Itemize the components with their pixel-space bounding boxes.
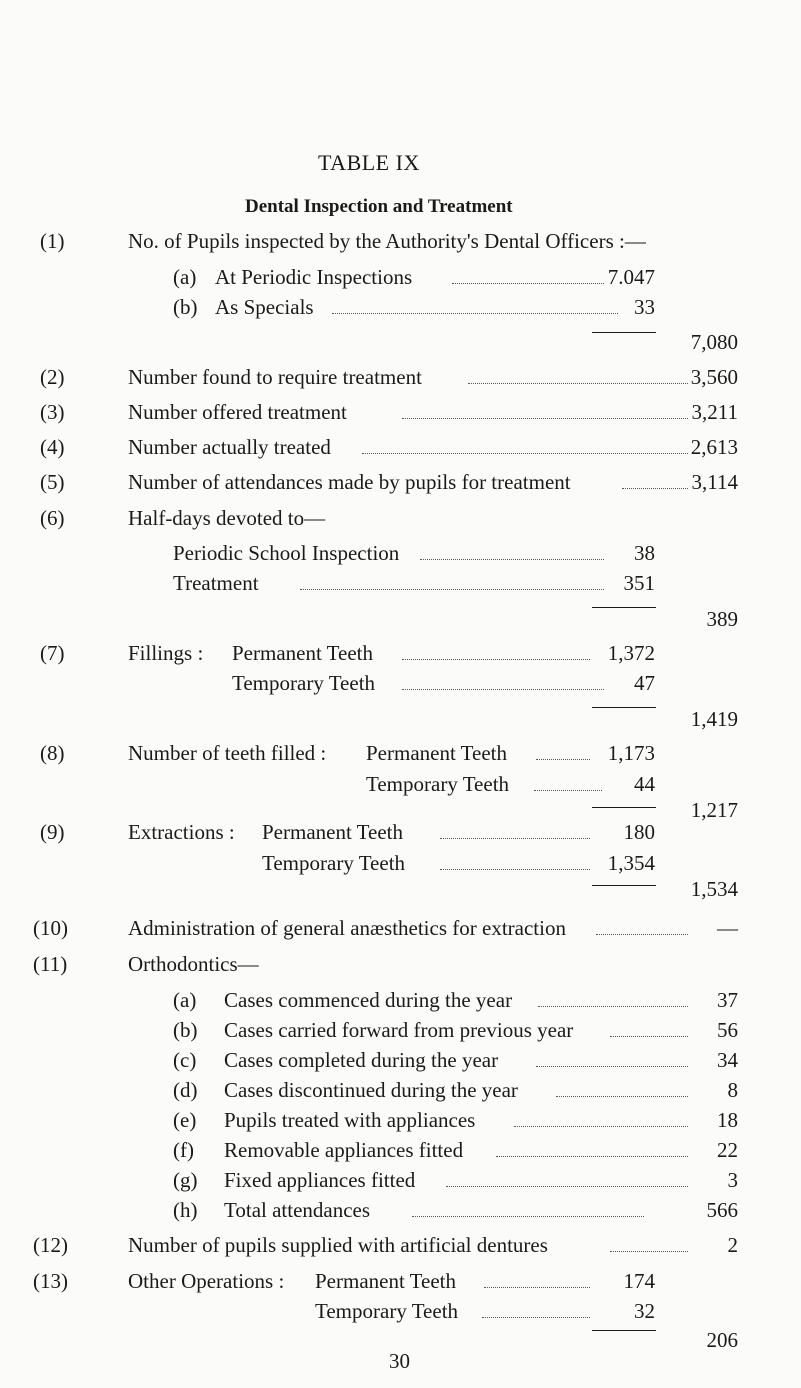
row-value: 1,173 [607,741,655,765]
row-number: (3) [40,400,65,424]
row-value: 32 [634,1299,655,1323]
row-label: No. of Pupils inspected by the Authority's Dental Officers :— [128,229,646,253]
row-number: (8) [40,741,65,765]
row-total: 566 [706,1198,738,1222]
row-label: Removable appliances fitted [224,1138,464,1162]
row-total: 8 [727,1078,738,1102]
row-label: Cases commenced during the year [224,988,513,1012]
row-number: (2) [40,365,65,389]
subtotal-rule [592,332,656,333]
row-number: (12) [33,1233,68,1257]
row-number: (13) [33,1269,68,1293]
row-label: Cases discontinued during the year [224,1078,518,1102]
row-number: (11) [33,952,68,976]
leader-dots [402,689,604,690]
row-label: Number actually treated [128,435,331,459]
row-label: Number of attendances made by pupils for treatment [128,470,571,494]
row-label: Number offered treatment [128,400,347,424]
row-label: As Specials [215,295,314,319]
row-number: (7) [40,641,65,665]
row-total: 37 [717,988,738,1012]
row-label: Fixed appliances fitted [224,1168,416,1192]
row-value: 174 [623,1269,655,1293]
page-number: 30 [389,1349,410,1373]
row-label: Cases completed during the year [224,1048,499,1072]
leader-dots [440,838,590,839]
subtotal-rule [592,707,656,708]
row-total: 3 [727,1168,738,1192]
row-number: (5) [40,470,65,494]
leader-dots [412,1216,644,1217]
row-label: Periodic School Inspection [173,541,400,565]
sub-letter: (d) [173,1078,198,1102]
sub-letter: (b) [173,1018,198,1042]
row-sublabel: Temporary Teeth [315,1299,459,1323]
row-value: 7.047 [607,265,655,289]
row-sublabel: Permanent Teeth [366,741,508,765]
row-label: Pupils treated with appliances [224,1108,476,1132]
row-label: Number found to require treatment [128,365,422,389]
sub-letter: (a) [173,265,197,289]
row-number: (9) [40,820,65,844]
row-sublabel: Permanent Teeth [262,820,404,844]
row-value: 33 [634,295,655,319]
table-title: TABLE IX [318,150,420,175]
row-label: Half-days devoted to— [128,506,326,530]
leader-dots [440,869,590,870]
row-label: Administration of general anæsthetics for extraction [128,916,566,940]
row-label: Number of teeth filled : [128,741,327,765]
sub-letter: (a) [173,988,197,1012]
leader-dots [402,418,688,419]
leader-dots [300,589,604,590]
row-sublabel: Temporary Teeth [232,671,376,695]
row-total: 7,080 [690,330,738,354]
leader-dots [402,659,590,660]
sub-letter: (b) [173,295,198,319]
row-total: 2,613 [690,435,738,459]
sub-letter: (g) [173,1168,198,1192]
row-value: 44 [634,772,655,796]
row-total: 3,560 [690,365,738,389]
sub-letter: (c) [173,1048,197,1072]
subtotal-rule [592,607,656,608]
row-label: Orthodontics— [128,952,259,976]
row-number: (1) [40,229,65,253]
row-total: 56 [717,1018,738,1042]
row-number: (4) [40,435,65,459]
row-sublabel: Permanent Teeth [315,1269,457,1293]
row-total: 3,211 [691,400,738,424]
row-value: 38 [634,541,655,565]
row-label: At Periodic Inspections [215,265,413,289]
row-total: 206 [706,1328,738,1352]
row-value: 1,372 [607,641,655,665]
row-total: 18 [717,1108,738,1132]
row-total: — [717,916,738,940]
row-number: (10) [33,916,68,940]
row-total: 389 [706,607,738,631]
row-label: Other Operations : [128,1269,285,1293]
subtotal-rule [592,807,656,808]
row-value: 351 [623,571,655,595]
row-value: 47 [634,671,655,695]
subtotal-rule [592,885,656,886]
row-value: 180 [623,820,655,844]
row-label: Number of pupils supplied with artificial dentures [128,1233,548,1257]
row-sublabel: Temporary Teeth [366,772,510,796]
row-label: Total attendances [224,1198,371,1222]
subtotal-rule [592,1330,656,1331]
row-sublabel: Temporary Teeth [262,851,406,875]
row-value: 1,354 [607,851,655,875]
leader-dots [468,383,688,384]
row-total: 1,534 [690,877,738,901]
sub-letter: (e) [173,1108,197,1132]
row-total: 1,217 [690,798,738,822]
row-total: 3,114 [691,470,738,494]
sub-letter: (h) [173,1198,198,1222]
table-subtitle: Dental Inspection and Treatment [245,196,513,217]
row-number: (6) [40,506,65,530]
row-total: 1,419 [690,707,738,731]
row-label: Extractions : [128,820,235,844]
row-label: Fillings : [128,641,204,665]
row-sublabel: Permanent Teeth [232,641,374,665]
row-total: 2 [727,1233,738,1257]
row-total: 34 [717,1048,738,1072]
sub-letter: (f) [173,1138,194,1162]
leader-dots [362,453,688,454]
row-label: Cases carried forward from previous year [224,1018,574,1042]
row-total: 22 [717,1138,738,1162]
row-label: Treatment [173,571,259,595]
leader-dots [446,1186,688,1187]
leader-dots [482,1317,590,1318]
